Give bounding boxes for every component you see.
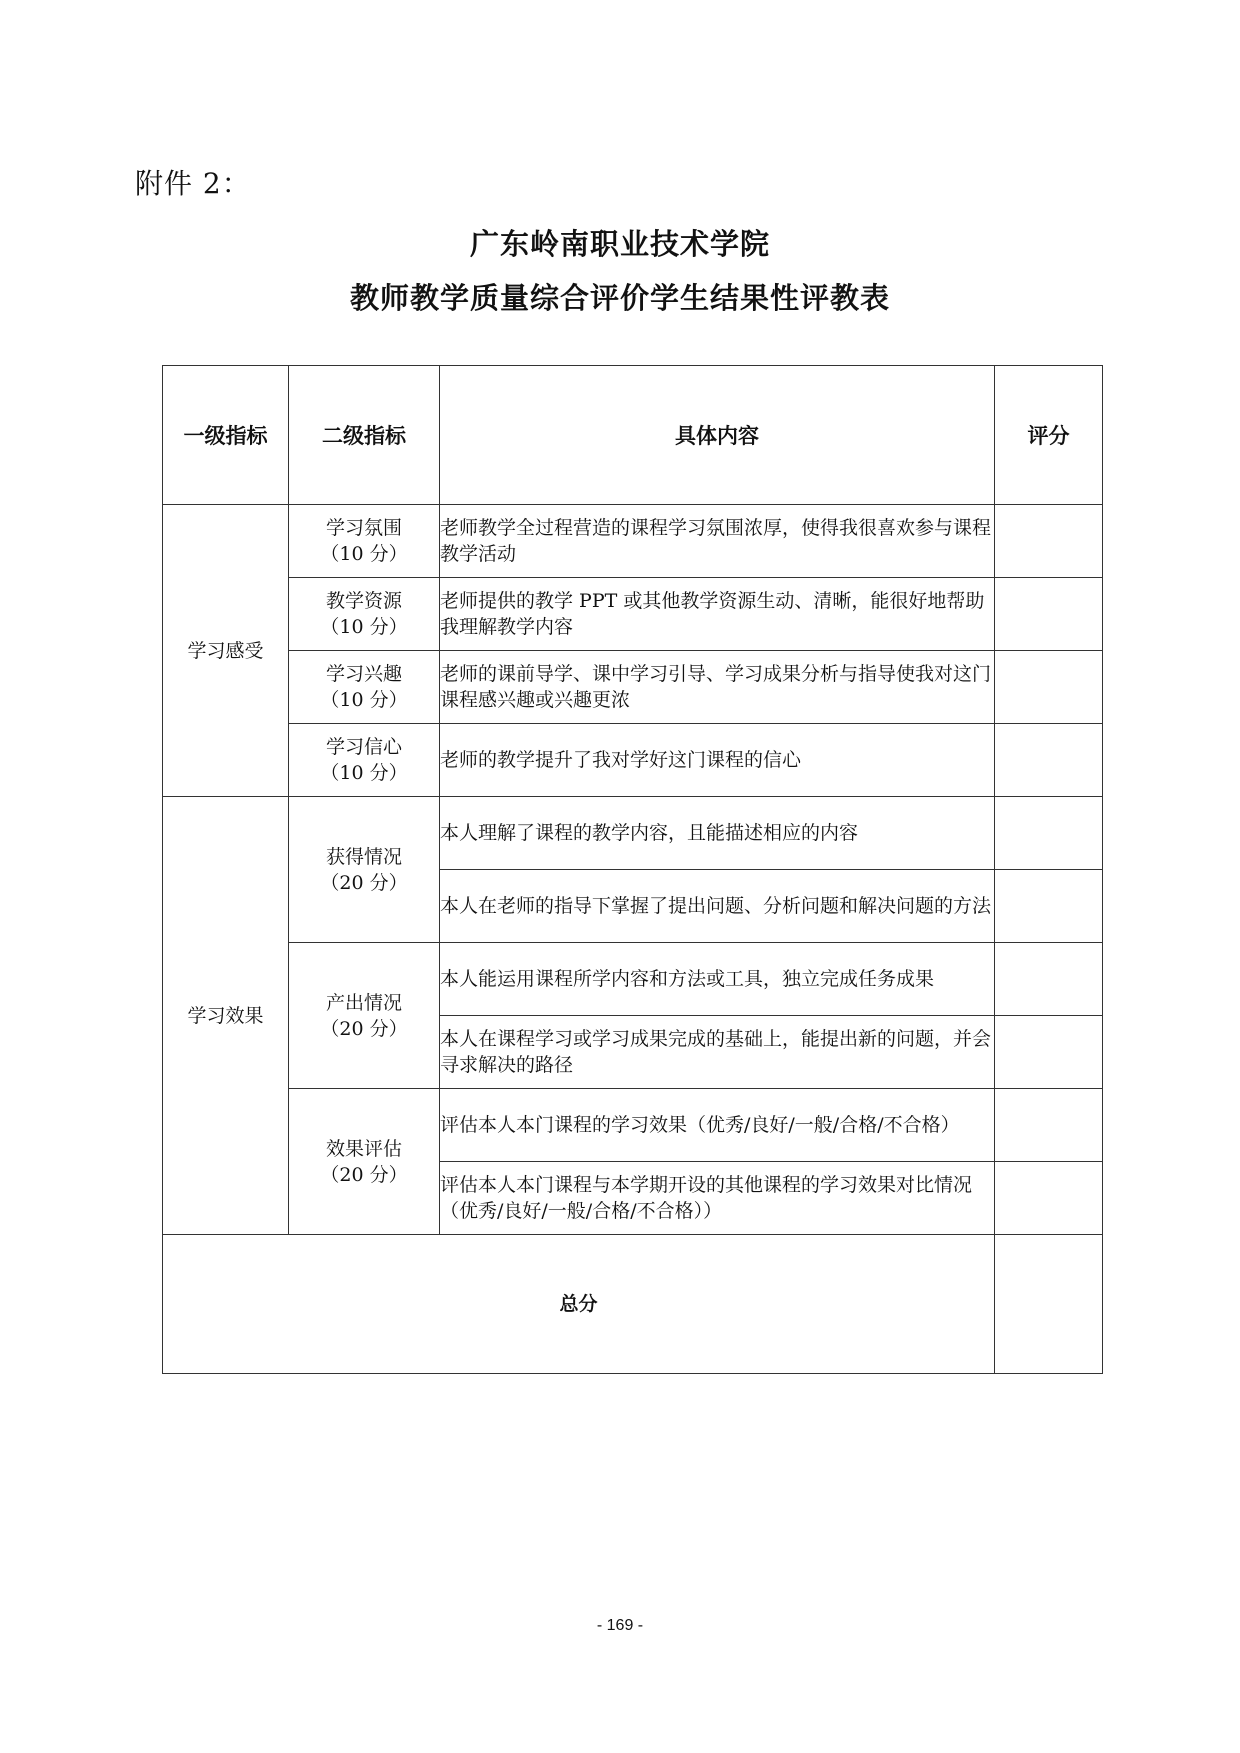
score-cell[interactable] [995, 943, 1103, 1016]
page-title-form: 教师教学质量综合评价学生结果性评教表 [349, 281, 890, 315]
level2-points: （20 分） [320, 1163, 408, 1186]
content-cell: 本人能运用课程所学内容和方法或工具，独立完成任务成果 [440, 943, 995, 1016]
total-label: 总分 [163, 1235, 995, 1374]
content-cell: 评估本人本门课程的学习效果（优秀/良好/一般/合格/不合格） [440, 1089, 995, 1162]
table-row [163, 651, 1103, 724]
level2-points: （10 分） [320, 762, 408, 784]
score-cell[interactable] [995, 870, 1103, 943]
total-row [163, 1235, 1103, 1374]
table-header-row [163, 366, 1103, 505]
score-cell[interactable] [995, 1089, 1103, 1162]
page-title-institution: 广东岭南职业技术学院 [469, 227, 770, 261]
level2-cell [289, 1089, 440, 1235]
content-cell: 本人在课程学习或学习成果完成的基础上，能提出新的问题，并会寻求解决的路径 [440, 1016, 995, 1089]
level2-cell [289, 724, 440, 797]
level2-cell [289, 651, 440, 724]
total-score-cell[interactable] [995, 1235, 1103, 1374]
level2-name: 获得情况 [325, 845, 402, 868]
level2-cell [289, 943, 440, 1089]
evaluation-table [162, 365, 1103, 1374]
level2-points: （20 分） [320, 871, 408, 894]
table-row [163, 505, 1103, 578]
level1-feeling: 学习感受 [163, 505, 289, 797]
level2-cell [289, 578, 440, 651]
content-cell: 评估本人本门课程与本学期开设的其他课程的学习效果对比情况（优秀/良好/一般/合格/不合格）） [440, 1162, 995, 1235]
level2-cell [289, 505, 440, 578]
content-cell: 老师的课前导学、课中学习引导、学习成果分析与指导使我对这门课程感兴趣或兴趣更浓 [440, 651, 995, 724]
attachment-label: 附件 2： [135, 167, 251, 200]
content-cell: 老师教学全过程营造的课程学习氛围浓厚，使得我很喜欢参与课程教学活动 [440, 505, 995, 578]
table-row [163, 943, 1103, 1016]
level2-name: 教学资源 [325, 590, 402, 612]
level2-name: 学习兴趣 [325, 663, 402, 685]
table-row [163, 578, 1103, 651]
level2-name: 产出情况 [325, 991, 402, 1014]
level2-points: （10 分） [320, 543, 408, 565]
header-score: 评分 [995, 366, 1103, 505]
header-level1: 一级指标 [163, 366, 289, 505]
score-cell[interactable] [995, 651, 1103, 724]
level2-points: （20 分） [320, 1017, 408, 1040]
level2-cell [289, 797, 440, 943]
table-row [163, 1089, 1103, 1162]
level2-name: 学习信心 [325, 736, 402, 758]
table-row [163, 724, 1103, 797]
header-level2: 二级指标 [289, 366, 440, 505]
score-cell[interactable] [995, 505, 1103, 578]
level2-points: （10 分） [320, 616, 408, 638]
header-content: 具体内容 [440, 366, 995, 505]
level2-points: （10 分） [320, 689, 408, 711]
score-cell[interactable] [995, 1016, 1103, 1089]
content-cell: 老师提供的教学 PPT 或其他教学资源生动、清晰，能很好地帮助我理解教学内容 [440, 578, 995, 651]
content-cell: 本人理解了课程的教学内容，且能描述相应的内容 [440, 797, 995, 870]
level1-effect: 学习效果 [163, 797, 289, 1235]
score-cell[interactable] [995, 578, 1103, 651]
level2-name: 效果评估 [325, 1137, 402, 1160]
score-cell[interactable] [995, 724, 1103, 797]
score-cell[interactable] [995, 797, 1103, 870]
level2-name: 学习氛围 [325, 517, 402, 539]
table-row [163, 797, 1103, 870]
score-cell[interactable] [995, 1162, 1103, 1235]
content-cell: 老师的教学提升了我对学好这门课程的信心 [440, 724, 995, 797]
page-number: - 169 - [596, 1617, 644, 1634]
content-cell: 本人在老师的指导下掌握了提出问题、分析问题和解决问题的方法 [440, 870, 995, 943]
